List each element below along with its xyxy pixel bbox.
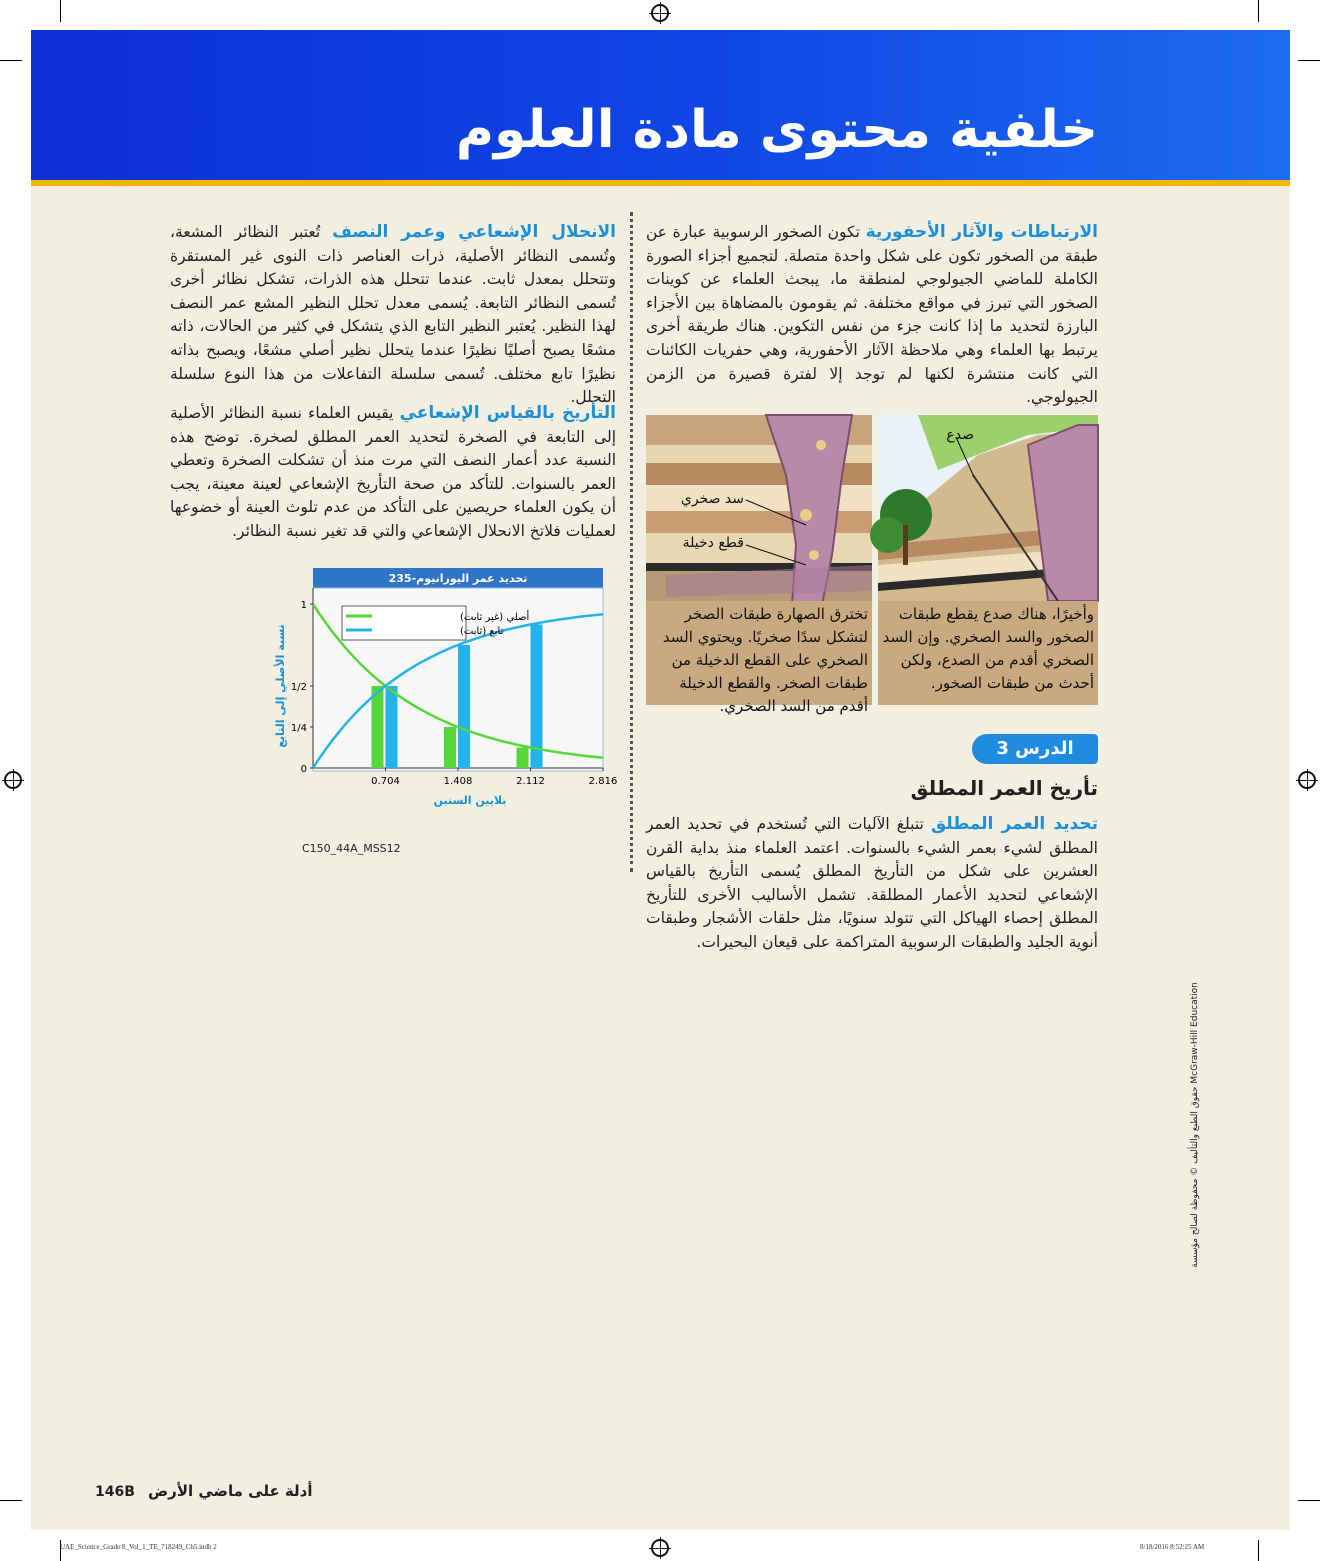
decay-heading: الانحلال الإشعاعي وعمر النصف	[332, 222, 616, 242]
parent-bar	[517, 748, 529, 769]
page-number: 146B	[95, 1484, 135, 1500]
daughter-bar	[531, 625, 543, 769]
chart-legend	[342, 606, 466, 640]
dike-illustration	[646, 415, 872, 715]
chart-title: تحديد عمر اليورانيوم-235	[388, 572, 528, 585]
y-tick-label: 1/4	[290, 723, 307, 734]
relationships-text: تكون الصخور الرسوبية عبارة عن طبقة من الصخور تكون على شكل واحدة متصلة. لتجميع أجزاء الصورة الكاملة للماضي الجيولوجي لمنطقة ما، يبحث العلماء عن كوينات الصخور التي تبرز في مواقع مختلفة. ثم يقومون بالمضاهاة بين الأجزاء البارزة لتحديد ما إذا كانت جزء من نفس التكوين. هناك طريقة أخرى يرتبط بها العلماء وهي ملاحظة الآثار الأحفورية، وهي حفريات الكائنات التي كانت منتشرة لكنها لم توجد إلا لفترة قصيرة من الزمن الجيولوجي.	[646, 223, 1098, 407]
daughter-bar	[386, 686, 398, 768]
header-stripe	[31, 180, 1290, 186]
fault-illustration	[878, 415, 1098, 705]
registration-mark-icon	[651, 1539, 669, 1557]
slug-file: UAE_Science_Grade 8_Vol_1_TE_718249_Ch5.indb 2	[60, 1543, 217, 1551]
relationships-heading: الارتباطات والآثار الأحفورية	[865, 222, 1098, 242]
legend-daughter-label: تابع (ثابت)	[460, 626, 504, 637]
crop-mark	[1258, 0, 1259, 22]
y-tick-label: 0	[300, 764, 307, 775]
lesson-title: تأريخ العمر المطلق	[910, 776, 1098, 800]
crop-mark	[0, 1500, 22, 1501]
y-tick-label: 1	[300, 600, 307, 611]
y-tick-label: 1/2	[290, 682, 307, 693]
dating-paragraph	[170, 402, 616, 544]
absolute-age-text: تتبلغ الآليات التي تُستخدم في تحديد العمر المطلق لشيء بعمر الشيء بالسنوات. اعتمد العلماء منذ بداية القرن العشرين على شكل من التأريخ المطلق يُسمى التأريخ بالقياس الإشعاعي لتحديد الأعمار المطلقة. تشمل الأساليب الأخرى للتأريخ المطلق إحصاء الهياكل التي تتولد سنويًا، مثل حلقات الأشجار وطبقات أنوية الجليد والطبقات الرسوبية المتراكمة على قيعان البحيرات.	[646, 815, 1098, 951]
crop-mark	[1298, 1500, 1320, 1501]
copyright-text: حقوق الطبع والتأليف © محفوظة لصالح مؤسسة McGraw-Hill Education	[1190, 982, 1200, 1268]
fault-label: صدع	[946, 427, 974, 443]
registration-mark-icon	[651, 4, 669, 22]
lesson-tab: الدرس 3	[972, 734, 1098, 764]
absolute-age-heading: تحديد العمر المطلق	[930, 814, 1098, 834]
dating-heading: التأريخ بالقياس الإشعاعي	[399, 403, 616, 423]
crop-mark	[1298, 60, 1320, 61]
dike-caption: تخترق الصهارة طبقات الصخر لتشكل سدًا صخريًا. ويحتوي السد الصخري على القطع الدخيلة من طبقات الصخر. والقطع الدخيلة أقدم من السد الصخري.	[662, 605, 868, 715]
figure-id: C150_44A_MSS12	[302, 842, 401, 855]
decay-chart	[270, 568, 620, 808]
x-tick-label: 1.408	[443, 776, 473, 787]
y-axis-label: نسبة الأصلي إلى التابع	[274, 624, 287, 748]
dike-label: سد صخري	[680, 491, 744, 507]
parent-bar	[444, 727, 456, 768]
registration-mark-icon	[1298, 771, 1316, 789]
crop-mark	[60, 0, 61, 22]
decay-text: تُعتبر النظائر المشعة، وتُسمى النظائر الأصلية، ذرات العناصر ذات النوى غير المستقرة وتتحلل بمعدل ثابت. عندما تتحلل هذه الذرات، تشكل نظائر أخرى تُسمى النظائر التابعة. يُسمى معدل تحلل النظير المشع عمر النصف لهذا النظير. يُعتبر النظير التابع الذي يتشكل في كثير من الحالات، ذاته مشعًا يصبح أصليًا نظيرًا عندما يتحلل نظير أصلي مشعًا، ويصبح بذاته نظيرًا تابع مختلف. تُسمى سلسلة التفاعلات من هذا النوع سلسلة التحلل.	[170, 223, 616, 407]
dating-text: يقيس العلماء نسبة النظائر الأصلية إلى التابعة في الصخرة لتحديد العمر المطلق لصخرة. توضح هذه النسبة عدد أعمار النصف التي مرت منذ أن تشكلت الصخرة وتعطي العمر بالسنوات. للتأكد من صحة التأريخ الإشعاعي لعينة معينة، يجب أن يكون العلماء حريصين على التأكد من عدم تلوث العينة أو خضوعها لعمليات فلاتخ الانحلال الإشعاعي والتي قد تغير نسبة النظائر.	[170, 404, 616, 540]
xenolith-label: قطع دخيلة	[682, 535, 744, 551]
copyright-vertical	[1190, 960, 1200, 1290]
footer-title: أدلة على ماضي الأرض	[148, 1482, 313, 1500]
decay-chart-svg	[270, 568, 620, 808]
crop-mark	[0, 60, 22, 61]
x-tick-label: 2.112	[516, 776, 545, 787]
absolute-age-paragraph	[646, 813, 1098, 955]
x-tick-label: 2.816	[588, 776, 618, 787]
decay-paragraph	[170, 221, 616, 410]
fault-caption: وأخيرًا، هناك صدع يقطع طبقات الصخور والسد الصخري. وإن السد الصخري أقدم من الصدع، ولكن أحدث من طبقات الصخور.	[882, 605, 1094, 692]
column-divider	[630, 212, 633, 872]
page-title: خلفية محتوى مادة العلوم	[455, 100, 1098, 160]
registration-mark-icon	[4, 771, 22, 789]
x-axis-label: بلايين السنين	[433, 794, 507, 807]
x-tick-label: 0.704	[371, 776, 400, 787]
parent-bar	[372, 686, 384, 768]
slug-date: 8/18/2016 8:52:25 AM	[1140, 1543, 1205, 1551]
crop-mark	[1258, 1540, 1259, 1561]
legend-parent-label: أصلي (غير ثابت)	[460, 612, 530, 623]
daughter-bar	[458, 645, 470, 768]
relationships-paragraph	[646, 221, 1098, 410]
